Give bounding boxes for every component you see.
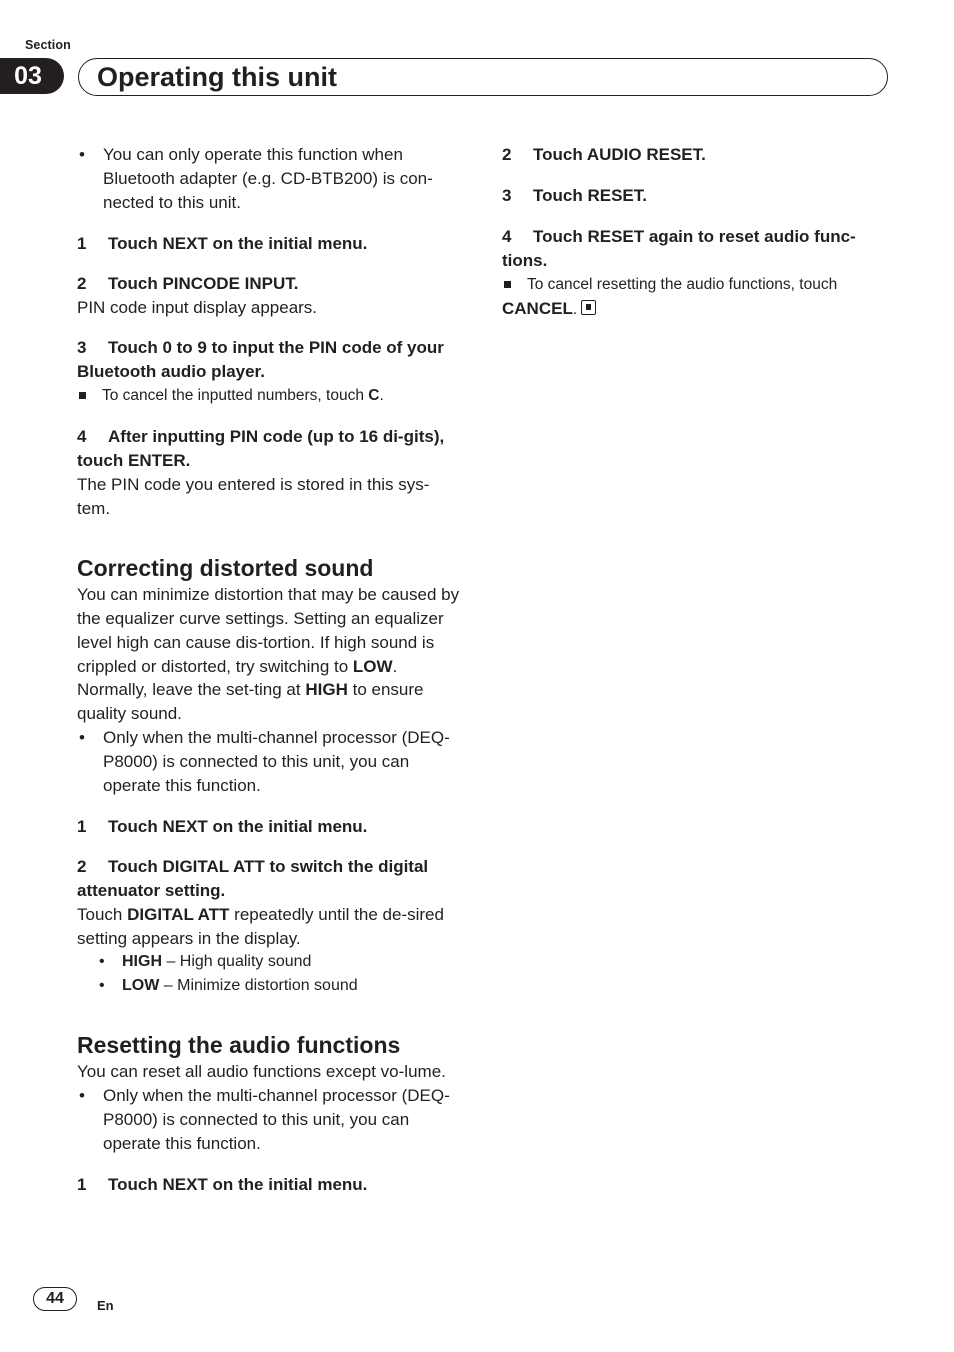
pin-step-1: [77, 232, 461, 256]
note-square-icon: [79, 392, 86, 399]
body-text: Touch: [77, 904, 123, 924]
distort-bullet: [77, 726, 461, 798]
step-number: 4: [77, 427, 87, 447]
body-text: . Normally, leave the set-ting at: [77, 656, 398, 700]
step-number: 2: [502, 145, 512, 164]
page-title: Operating this unit: [97, 62, 337, 92]
intro-bullet-text: You can only operate this function when Bluetooth adapter (e.g. CD-BTB200) is con-nected to this unit.: [103, 145, 433, 212]
step-text: Touch DIGITAL ATT to switch the digital attenuator setting.: [77, 856, 429, 900]
step-number: 2: [77, 856, 87, 876]
step-text: Touch AUDIO RESET.: [533, 145, 706, 164]
body-text: repeatedly until the de-sired setting appears in the display.: [77, 904, 444, 948]
reset-step-4: [502, 225, 886, 273]
note-square-icon: [504, 281, 511, 288]
reset-bullet: [77, 1084, 461, 1156]
section-number-badge: 03: [0, 58, 64, 94]
step-number: 1: [77, 816, 87, 836]
note-key-cancel: CANCEL: [502, 298, 573, 318]
step-number: 2: [77, 273, 87, 293]
bullet-dot: •: [99, 977, 105, 995]
pin-step-3-note: To cancel the inputted numbers, touch C.: [77, 384, 461, 408]
section-label: Section: [25, 38, 71, 52]
option-key: LOW: [122, 977, 160, 995]
distort-step-2: [77, 855, 461, 903]
reset-step-2: [502, 143, 886, 167]
pin-step-4-body: The PIN code you entered is stored in this sys-tem.: [77, 474, 430, 518]
heading-correcting-distorted-sound: Correcting distorted sound: [77, 554, 374, 581]
step-text: Touch PINCODE INPUT.: [108, 273, 299, 293]
bullet-dot: •: [99, 953, 105, 971]
body-text: to ensure quality sound.: [77, 680, 424, 724]
step-number: 3: [502, 185, 512, 205]
reset-step-3: [502, 184, 886, 208]
distort-step-2-body: [77, 903, 461, 951]
distort-body: [77, 583, 461, 726]
body-text: You can minimize distortion that may be caused by the equalizer curve settings. Setting an equalizer level high can cause dis-tortion. If high sound is crippled or distorted, try switching to: [77, 584, 460, 676]
option-desc: – Minimize distortion sound: [163, 977, 358, 995]
page-number: 44: [33, 1287, 77, 1311]
step-text: Touch RESET.: [533, 185, 647, 205]
option-desc: – High quality sound: [166, 953, 312, 971]
right-column: [502, 143, 886, 321]
bullet-dot: •: [79, 145, 85, 164]
note-end: .: [572, 300, 578, 318]
distort-step-1: [77, 815, 461, 839]
step-text: After inputting PIN code (up to 16 di-gits), touch ENTER.: [77, 427, 445, 471]
note-text: To cancel resetting the audio functions, touch: [527, 275, 838, 293]
note-text: To cancel the inputted numbers, touch: [102, 387, 364, 405]
key-low: LOW: [352, 656, 393, 676]
bullet-dot: •: [79, 728, 85, 748]
reset-step-4-note: [502, 273, 886, 297]
pin-step-2-body: PIN code input display appears.: [77, 297, 318, 317]
end-of-section-icon: [581, 300, 596, 315]
step-text: Touch 0 to 9 to input the PIN code of your Bluetooth audio player.: [77, 338, 444, 382]
step-number: 3: [77, 338, 87, 358]
bullet-dot: •: [79, 1086, 85, 1106]
option-high: [77, 950, 461, 974]
heading-resetting-audio-functions: Resetting the audio functions: [77, 1032, 401, 1059]
step-number: 4: [502, 226, 512, 246]
key-digital-att: DIGITAL ATT: [127, 904, 230, 924]
language-label: En: [97, 1298, 114, 1313]
option-low: [77, 974, 461, 998]
reset-note-continuation: [502, 297, 886, 322]
step-text: Touch NEXT on the initial menu.: [108, 816, 368, 836]
pin-step-4: [77, 425, 461, 473]
reset-step-1: [77, 1173, 461, 1197]
bullet-text: Only when the multi-channel processor (DEQ-P8000) is connected to this unit, you can operate this function.: [103, 1086, 450, 1153]
step-text: Touch NEXT on the initial menu.: [108, 233, 368, 253]
step-number: 1: [77, 233, 87, 253]
intro-bullet: [77, 143, 461, 215]
left-column: [77, 143, 461, 1197]
option-key: HIGH: [122, 953, 162, 971]
step-text: Touch NEXT on the initial menu.: [108, 1174, 368, 1194]
note-key: C: [368, 387, 380, 405]
reset-body: You can reset all audio functions except vo-lume.: [77, 1062, 446, 1082]
step-number: 1: [77, 1174, 87, 1194]
key-high: HIGH: [305, 680, 348, 700]
pin-step-2: [77, 272, 461, 296]
bullet-text: Only when the multi-channel processor (DEQ-P8000) is connected to this unit, you can operate this function.: [103, 728, 450, 796]
pin-step-3: [77, 336, 461, 384]
step-text: Touch RESET again to reset audio func-tions.: [502, 226, 856, 270]
